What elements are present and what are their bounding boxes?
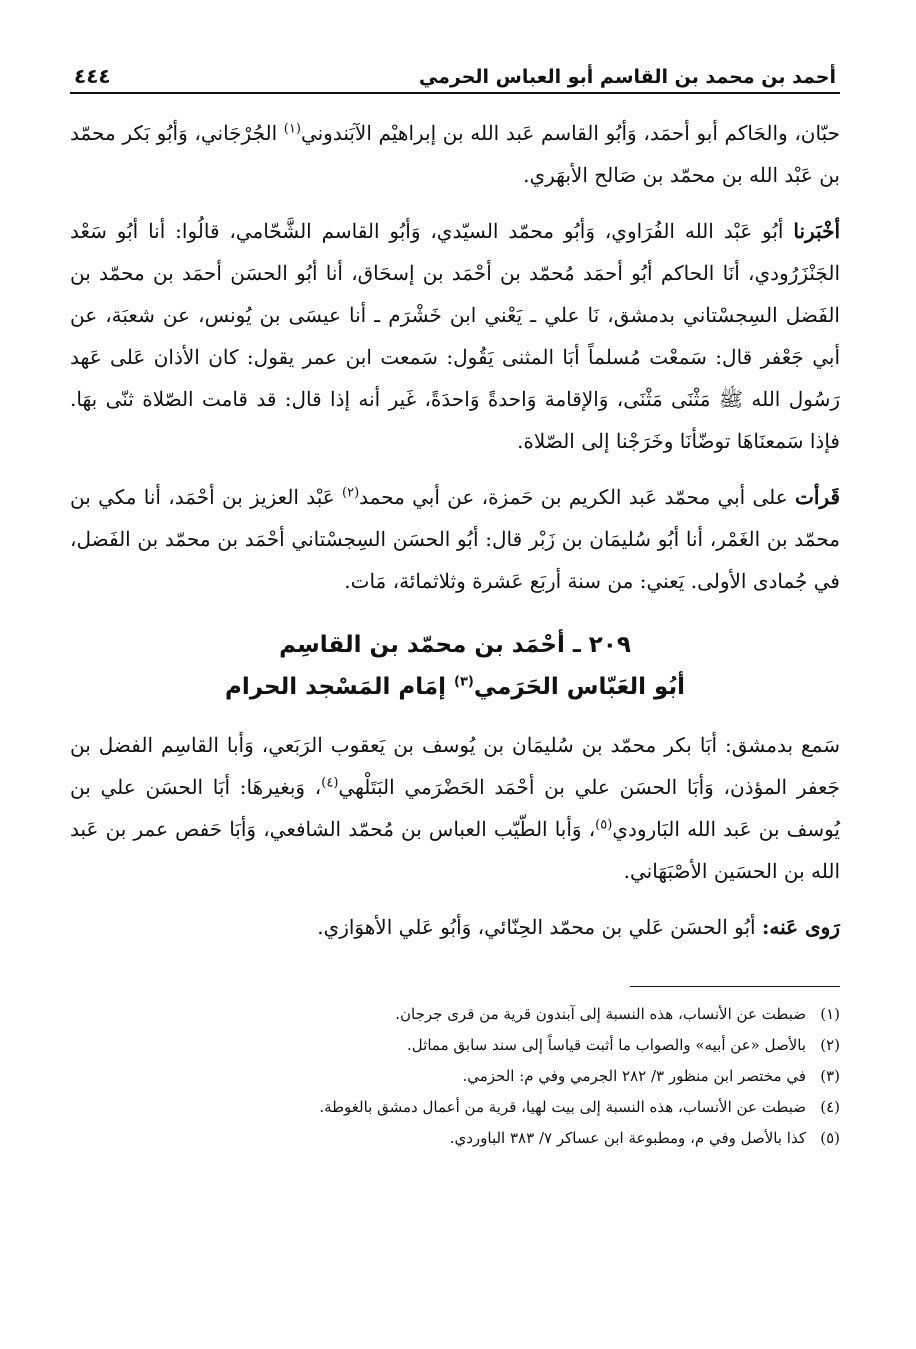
footnote-ref-1: (١) [283, 121, 301, 137]
paragraph-text: عَبْد العزيز بن أحْمَد، أنا مكي بن محمّد بن الغَمْر، أنا أبُو سُليمَان بن زَبْر قال: أبُو الحسَن السِجسْتاني أحْمَد بن محمّد بن الفَضل، في جُمادى الأولى. يَعني: من سنة أربَع عَشرة وثلاثمائة، مَات. [70, 485, 840, 593]
footnote-number: (٣) [820, 1067, 840, 1085]
paragraph-text: أبُو الحسَن عَلي بن محمّد الحِنّائي، وَأبُو عَلي الأهوَازي. [317, 915, 762, 939]
footnote-2 [70, 1030, 840, 1061]
footnote-text: في مختصر ابن منظور ٣/ ٢٨٢ الجرمي وفي م: الحزمي. [462, 1067, 806, 1085]
book-page [70, 50, 840, 1154]
entry-heading [70, 624, 840, 708]
paragraph-text: على أبي محمّد عَبد الكريم بن حَمزة، عن أبي محمد [359, 485, 796, 509]
footnote-ref-4: (٤) [321, 775, 339, 791]
paragraph-5 [70, 906, 840, 948]
paragraph-text: ، وَبغيرهَا: أبَا الحسَن علي بن يُوسف بن عَبد الله البَارودي [70, 775, 841, 841]
footnote-text: ضبطت عن الأنساب، هذه النسبة إلى بيت لهيا، قرية من أعمال دمشق بالغوطة. [319, 1098, 806, 1116]
paragraph-text: سَمع بدمشق: أبَا بكر محمّد بن سُليمَان بن يُوسف بن يَعقوب الرَبَعي، وَأبا القاسِم الفضل بن جَعفر المؤذن، وَأبَا الحسَن علي بن أحْمَد الحَضْرَمي البَتَلْهي [70, 733, 840, 799]
paragraph-1 [70, 112, 840, 196]
footnote-5 [70, 1123, 840, 1154]
paragraph-4 [70, 724, 840, 892]
paragraph-lead: رَوى عَنه: [761, 915, 840, 939]
footnote-text: بالأصل «عن أبيه» والصواب ما أثبت قياساً إلى سند سابق مماثل. [407, 1036, 806, 1054]
footnote-3 [70, 1061, 840, 1092]
paragraph-text: الجُرْجَاني، وَأبُو بَكر محمّد بن عَبْد الله بن محمّد بن صَالح الأبهَري. [70, 121, 840, 187]
footnote-1 [70, 999, 840, 1030]
footnote-4 [70, 1092, 840, 1123]
footnote-ref-3: (٣) [454, 674, 474, 690]
paragraph-lead: أخْبَرنا [793, 219, 840, 243]
paragraph-3 [70, 476, 840, 602]
footnote-number: (٢) [820, 1036, 840, 1054]
footnote-number: (١) [820, 1005, 840, 1023]
running-header [70, 50, 840, 94]
entry-heading-text: أبُو العَبّاس الحَرَمي [473, 674, 685, 700]
footnote-number: (٤) [820, 1098, 840, 1116]
paragraph-text: حبّان، والحَاكم أبو أحمَد، وَأبُو القاسم عَبد الله بن إبراهيْم الآبَندوني [300, 121, 840, 145]
paragraph-2 [70, 210, 840, 462]
footnote-number: (٥) [820, 1129, 840, 1147]
paragraph-text: أبُو عَبْد الله الفُرَاوي، وَأبُو محمّد السيّدي، وَأبُو القاسم الشَّحّامي، قالُوا: أنا أبُو سَعْد الجَنْزَرُودي، أنَا الحاكم أبُو أحمَد مُحمّد بن أحْمَد بن إسحَاق، أنا أبُو الحسَن أحمَد بن محمّد بن الفَضل السِجسْتاني بدمشق، نَا علي ـ يَعْني ابن خَشْرَم ـ أنا عيسَى بن يُونس، عن شعبَة، عن أبي جَعْفر قال: سَمعْت مُسلماً أبَا المثنى يَقُول: سَمعت ابن عمر يقول: كان الأذان عَلى عَهد رَسُول الله ﷺ مَثْنَى مَثْنَى، وَالإقامة وَاحدةً وَاحدَةً، غَير أنه إذا قال: قد قامت الصّلاة ثنّى بهَا. فإذا سَمعنَاهَا توضّأنَا وخَرَجْنا إلى الصّلاة. [70, 219, 840, 453]
footnote-divider [630, 986, 840, 987]
entry-heading-line-2 [70, 666, 840, 708]
footnote-ref-5: (٥) [595, 817, 613, 833]
footnote-ref-2: (٢) [342, 485, 360, 501]
paragraph-text: ، وَأبا الطّيّب العباس بن مُحمّد الشافعي، وَأبَا حَفص عمر بن عَبد الله بن الحسَين الأصْبَهَاني. [70, 817, 840, 883]
entry-heading-text: إمَام المَسْجد الحرام [225, 674, 454, 700]
footnote-text: ضبطت عن الأنساب، هذه النسبة إلى آبندون قرية من قرى جرجان. [395, 1005, 806, 1023]
paragraph-lead: قَرأت [795, 485, 841, 509]
footnotes [70, 999, 840, 1154]
main-text [70, 112, 840, 948]
page-number: ٤٤٤ [74, 64, 111, 88]
running-title: أحمد بن محمد بن القاسم أبو العباس الحرمي [418, 66, 836, 88]
entry-heading-line-1: ٢٠٩ ـ أحْمَد بن محمّد بن القاسِم [279, 632, 631, 658]
footnote-text: كذا بالأصل وفي م، ومطبوعة ابن عساكر ٧/ ٣٨٣ الباوردي. [449, 1129, 806, 1147]
